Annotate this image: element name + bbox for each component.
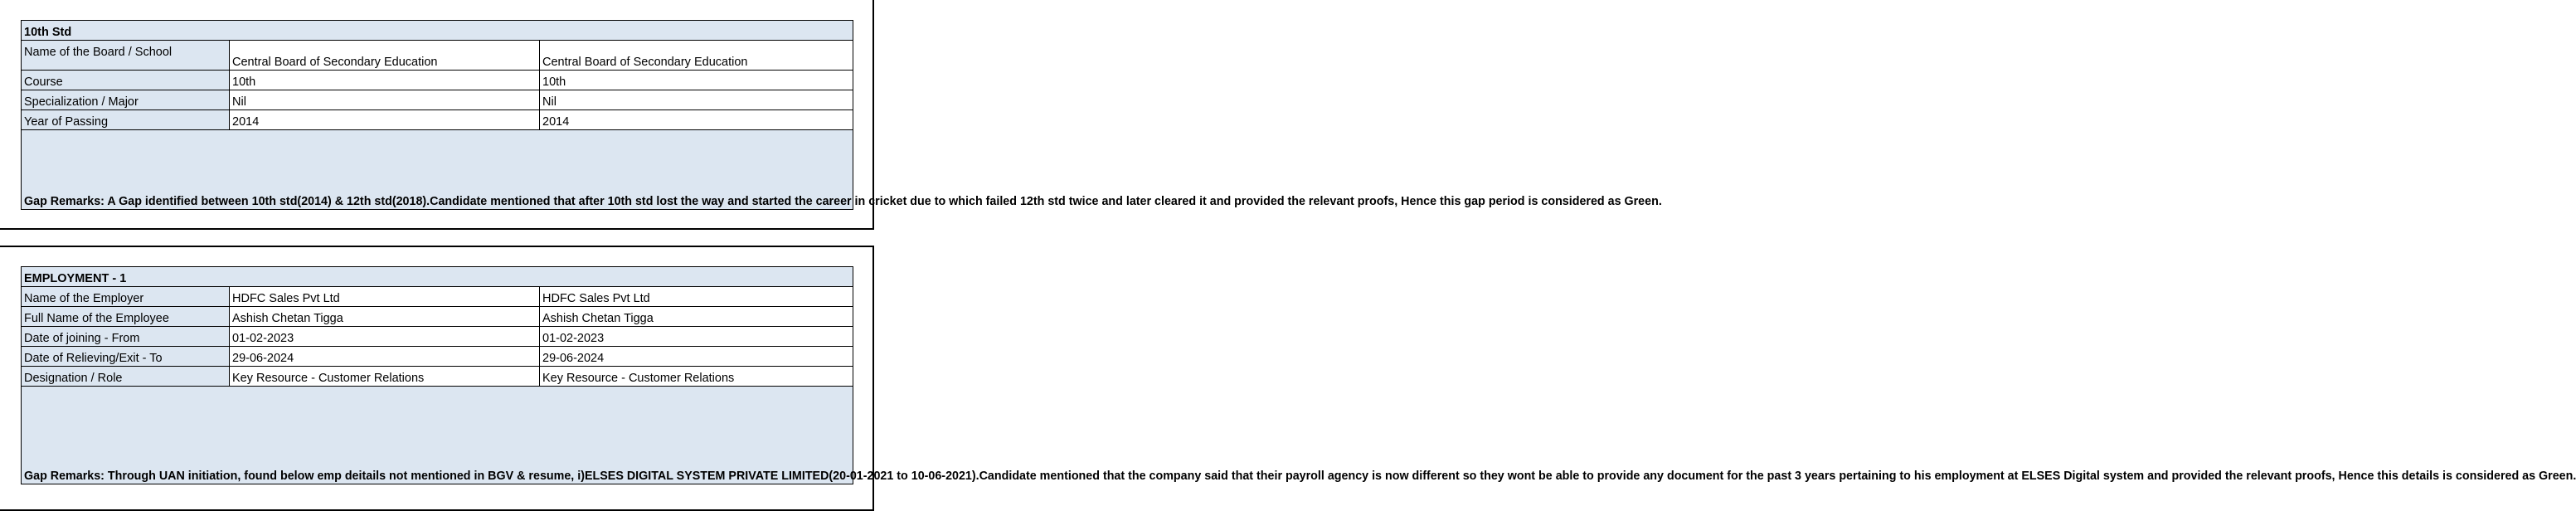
row-value-1: 01-02-2023 [230,327,540,347]
row-value-2: 2014 [540,110,853,130]
row-value-1: 29-06-2024 [230,347,540,367]
row-label: Name of the Employer [22,287,230,307]
row-value-1: 10th [230,71,540,90]
table-row [22,327,853,347]
row-value-1: Central Board of Secondary Education [230,41,540,71]
row-value-1: HDFC Sales Pvt Ltd [230,287,540,307]
row-value-1: Nil [230,90,540,110]
row-value-2: 10th [540,71,853,90]
row-value-1: Ashish Chetan Tigga [230,307,540,327]
table-row [22,71,853,90]
row-value-2: Ashish Chetan Tigga [540,307,853,327]
employment-gap-remarks: Gap Remarks: Through UAN initiation, found below emp deitails not mentioned in BGV & resume, i)ELSES DIGITAL SYSTEM PRIVATE LIMITED(20-01-2021 to 10-06-2021).Candidate mentioned that the company said that their payroll agency is now different so they wont be able to provide any document for the past 3 years pertaining to his employment at ELSES Digital system and provided the relevant proofs, Hence this details is considered as Green. [22,387,853,484]
education-table [21,20,1662,210]
table-row [22,347,853,367]
table-row [22,307,853,327]
row-label: Designation / Role [22,367,230,387]
row-label: Course [22,71,230,90]
row-value-2: HDFC Sales Pvt Ltd [540,287,853,307]
table-row [22,90,853,110]
row-value-2: Key Resource - Customer Relations [540,367,853,387]
row-label: Year of Passing [22,110,230,130]
row-label: Date of Relieving/Exit - To [22,347,230,367]
education-gap-remarks: Gap Remarks: A Gap identified between 10th std(2014) & 12th std(2018).Candidate mentioned that after 10th std lost the way and started the career in cricket due to which failed 12th std twice and later cleared it and provided the relevant proofs, Hence this gap period is considered as Green. [22,130,853,210]
row-label: Name of the Board / School [22,41,230,71]
employment-table [21,266,2576,484]
row-label: Date of joining - From [22,327,230,347]
employment-remarks-row [22,387,853,484]
table-row [22,41,853,71]
row-value-2: Central Board of Secondary Education [540,41,853,71]
employment-header-row [22,267,853,287]
employment-header: EMPLOYMENT - 1 [22,267,853,287]
row-value-2: Nil [540,90,853,110]
table-row [22,287,853,307]
education-header-row [22,21,853,41]
row-value-2: 01-02-2023 [540,327,853,347]
row-value-2: 29-06-2024 [540,347,853,367]
row-label: Specialization / Major [22,90,230,110]
education-remarks-row [22,130,853,210]
row-value-1: Key Resource - Customer Relations [230,367,540,387]
table-row [22,367,853,387]
row-label: Full Name of the Employee [22,307,230,327]
row-value-1: 2014 [230,110,540,130]
education-header: 10th Std [22,21,853,41]
table-row [22,110,853,130]
